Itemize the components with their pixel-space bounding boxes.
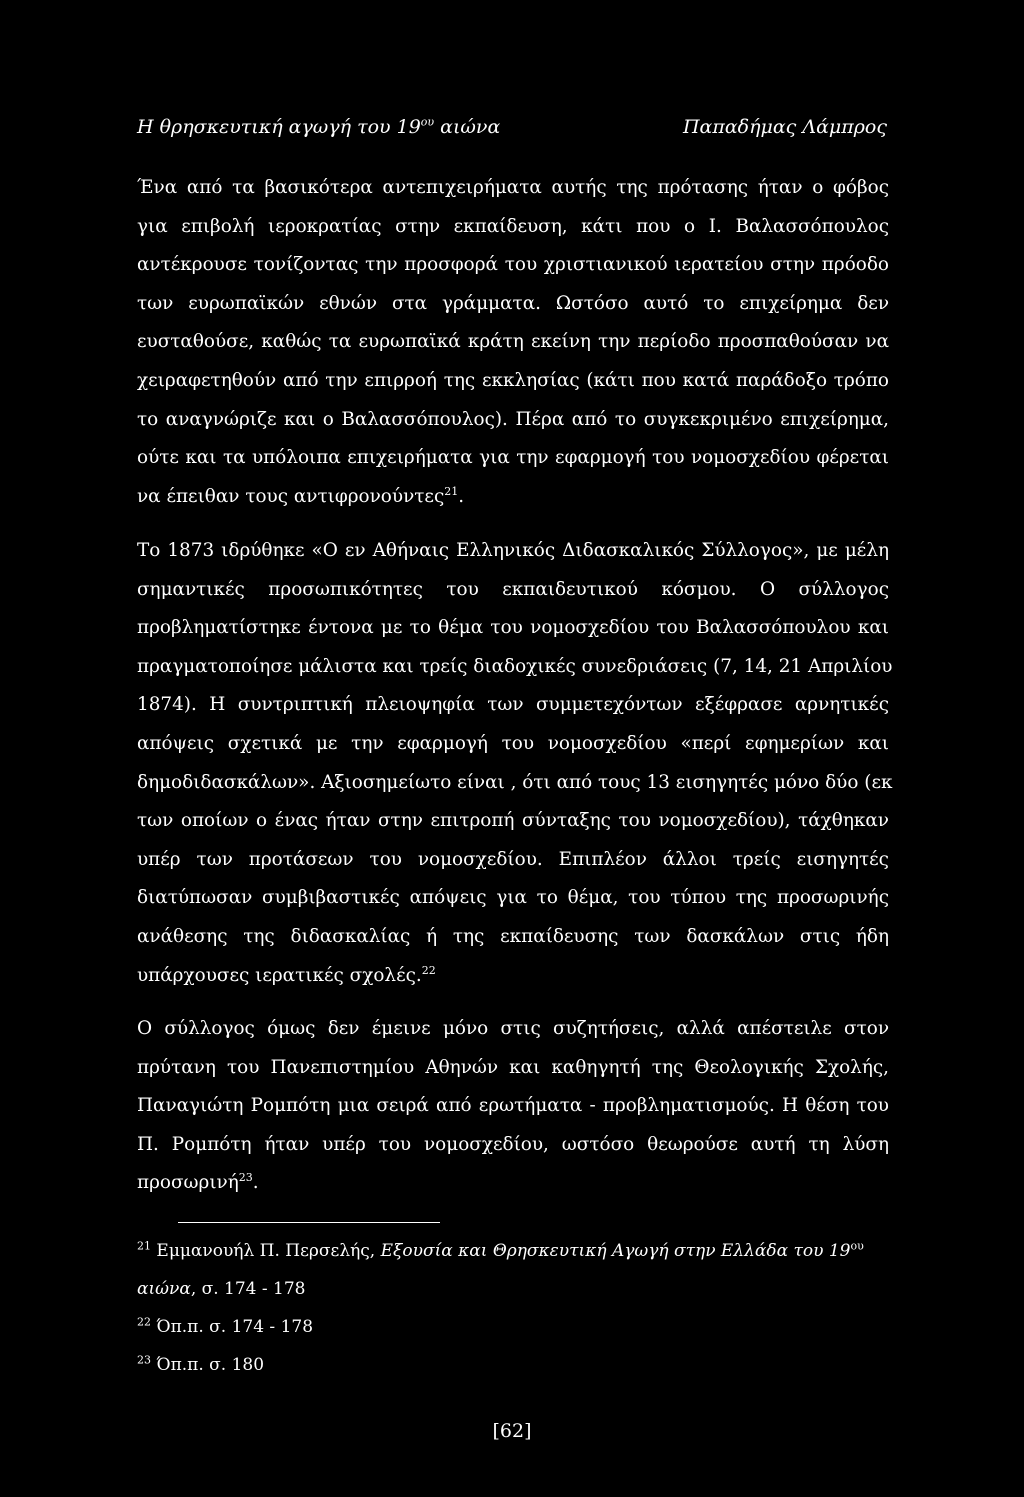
text-line: Ο σύλλογος όμως δεν έμεινε μόνο στις συζητήσεις, αλλά απέστειλε στον (137, 1018, 889, 1039)
header-author: Παπαδήμας Λάμπρος (682, 116, 887, 138)
text-line: απόψεις σχετικά με την εφαρμογή του νομοσχεδίου «περί εφημερίων και (137, 732, 889, 754)
text-line: των ευρωπαϊκών εθνών στα γράμματα. Ωστόσο αυτό το επιχείρημα δεν (137, 292, 889, 314)
footnotes (137, 1232, 889, 1384)
text-line: ούτε και τα υπόλοιπα επιχειρήματα για την εφαρμογή του νομοσχεδίου φέρεται (137, 447, 889, 469)
text-line: προβληματίστηκε έντονα με το θέμα του νομοσχεδίου του Βαλασσόπουλου και (137, 617, 889, 639)
footnote-ref-23[interactable]: 23 (238, 1171, 253, 1185)
text-line: Π. Ρομπότη ήταν υπέρ του νομοσχεδίου, ωστόσο θεωρούσε αυτή τη λύση (137, 1133, 889, 1155)
text-line: ανάθεσης της διδασκαλίας ή της εκπαίδευσης των δασκάλων στις ήδη (137, 925, 889, 947)
text-line: Παναγιώτη Ρομπότη μια σειρά από ερωτήματα - προβληματισμούς. Η θέση του (137, 1095, 889, 1117)
footnote-separator (178, 1222, 440, 1223)
text-line: πραγματοποίησε μάλιστα και τρείς διαδοχικές συνεδριάσεις (7, 14, 21 Απριλίου (137, 655, 893, 677)
text-line: το αναγνώριζε και ο Βαλασσόπουλος). Πέρα από το συγκεκριμένο επιχείρημα, (137, 408, 889, 430)
paragraph-3 (137, 1010, 889, 1203)
text-line: 1874). Η συντριπτική πλειοψηφία των συμμετεχόντων εξέφρασε αρνητικές (137, 694, 889, 716)
text-line: υπέρ των προτάσεων του νομοσχεδίου. Επιπλέον άλλοι τρείς εισηγητές (137, 848, 889, 870)
footnote-21: $^{21}$ Εμμανουήλ Π. Περσελής, Εξουσία και Θρησκευτική Αγωγή στην Ελλάδα του $19^{o\upsilon}$ (137, 1239, 864, 1261)
text-line: σημαντικές προσωπικότητες του εκπαιδευτικού κόσμου. Ο σύλλογος (137, 578, 889, 600)
text-line: υπάρχουσες ιερατικές σχολές.$^{22}$ (137, 963, 436, 986)
text-line: Ένα από τα βασικότερα αντεπιχειρήματα αυτής της πρότασης ήταν ο φόβος (137, 177, 889, 198)
footnote-ref-22[interactable]: 22 (421, 963, 436, 977)
text-line: να έπειθαν τους αντιφρονούντες$^{21}$. (137, 484, 465, 507)
text-line: των οποίων ο ένας ήταν στην επιτροπή σύνταξης του νομοσχεδίου), τάχθηκαν (137, 810, 889, 832)
footnote-22: $^{22}$ Όπ.π. σ. 174 - 178 (137, 1315, 314, 1337)
text-line: προσωρινή$^{23}$. (137, 1171, 259, 1194)
footnote-ref-21[interactable]: 21 (444, 484, 459, 498)
page-number: [62] (492, 1420, 532, 1442)
text-line: διατύπωσαν συμβιβαστικές απόψεις για το θέμα, του τύπου της προσωρινής (137, 887, 889, 909)
text-line: Το 1873 ιδρύθηκε «Ο εν Αθήναις Ελληνικός Διδασκαλικός Σύλλογος», με μέλη (137, 540, 889, 561)
text-line: αντέκρουσε τονίζοντας την προσφορά του χριστιανικού ιερατείου στην πρόοδο (137, 254, 889, 276)
footnote-21-cont: αιώνα, σ. 174 - 178 (137, 1279, 306, 1299)
text-line: χειραφετηθούν από την επιρροή της εκκλησίας (κάτι που κατά παράδοξο τρόπο (137, 369, 889, 391)
footnote-23: $^{23}$ Όπ.π. σ. 180 (137, 1353, 265, 1375)
text-line: πρύτανη του Πανεπιστημίου Αθηνών και καθηγητή της Θεολογικής Σχολής, (137, 1056, 889, 1078)
paragraph-2 (137, 532, 893, 995)
running-header (137, 116, 887, 146)
text-line: δημοδιδασκάλων». Αξιοσημείωτο είναι , ότι από τους 13 εισηγητές μόνο δύο (εκ (137, 771, 893, 793)
text-line: ευσταθούσε, καθώς τα ευρωπαϊκά κράτη εκείνη την περίοδο προσπαθούσαν να (137, 331, 889, 353)
paragraph-1 (137, 169, 889, 516)
header-title: Η θρησκευτική αγωγή του $19^{o\upsilon}$ αιώνα (137, 115, 501, 138)
text-line: για επιβολή ιεροκρατίας στην εκπαίδευση, κάτι που ο Ι. Βαλασσόπουλος (137, 215, 889, 237)
